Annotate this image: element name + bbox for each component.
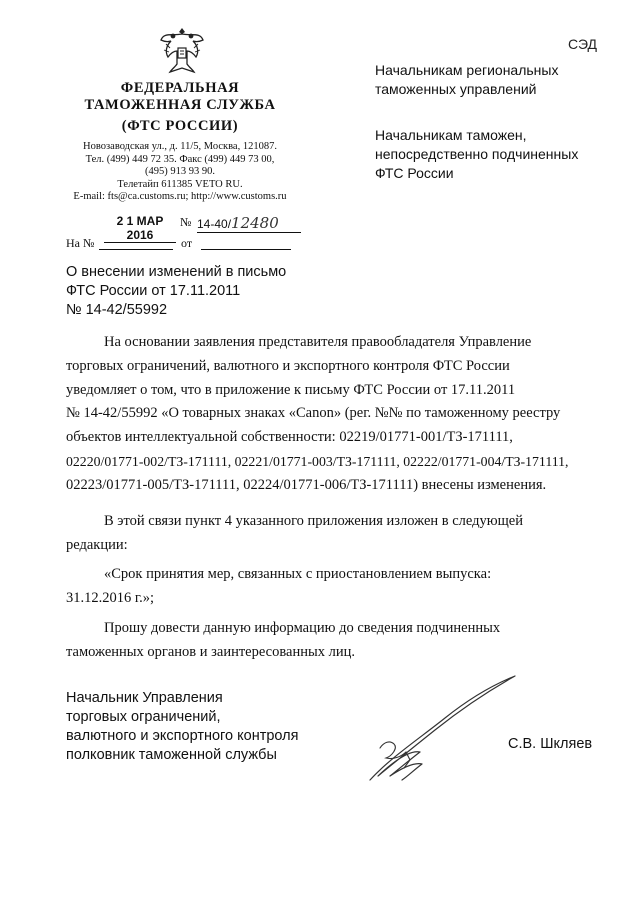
org-name-line1: ФЕДЕРАЛЬНАЯ (120, 80, 240, 96)
body-line: На основании заявления представителя правообладателя Управление (104, 334, 532, 350)
body-line: таможенных органов и заинтересованных лиц. (66, 643, 355, 660)
registration-number-label: № (180, 215, 192, 229)
body-line: В этой связи пункт 4 указанного приложения изложен в следующей (104, 513, 523, 529)
body-line: № 14-42/55992 «О товарных знаках «Canon» (рег. №№ по таможенному реестру (66, 405, 561, 422)
handwritten-signature (350, 668, 520, 788)
phone-line: Тел. (499) 449 72 35. Факс (499) 449 73 00, (85, 153, 275, 165)
registration-number-handwritten: 12480 (231, 214, 279, 232)
body-line: 02223/01771-005/ТЗ-171111, 02224/01771-006/ТЗ-171111) внесены изменения. (66, 476, 547, 493)
position-line: торговых ограничений, (66, 709, 221, 725)
registration-number-printed: 14-40/ (197, 217, 232, 231)
reference-number-line (99, 249, 173, 250)
registration-number (197, 214, 301, 233)
address-line: Новозаводская ул., д. 11/5, Москва, 121087. (83, 141, 277, 152)
position-line: Начальник Управления (66, 690, 223, 706)
subject-line: № 14-42/55992 (66, 302, 168, 318)
letter-subject (66, 263, 306, 320)
subject-line: О внесении изменений в письмо (66, 264, 287, 280)
body-line: торговых ограничений, валютного и экспортного контроля ФТС России (66, 357, 510, 374)
body-line: «Срок принятия мер, связанных с приостановлением выпуска: (104, 566, 492, 582)
reference-label: На № (66, 236, 95, 250)
signatory-position (66, 689, 326, 765)
sed-mark: СЭД (568, 36, 598, 52)
teletype-line: Телетайп 611385 VETO RU. (117, 178, 243, 190)
reference-date-line (201, 249, 291, 250)
body-paragraph-1 (66, 331, 593, 498)
body-line: редакции: (66, 536, 128, 553)
coat-of-arms-emblem (158, 24, 206, 76)
reference-date-label: от (181, 236, 193, 250)
body-line: уведомляет о том, что в приложение к письму ФТС России от 17.11.2011 (66, 381, 516, 398)
signatory-name: С.В. Шкляев (508, 736, 593, 752)
subject-line: ФТС России от 17.11.2011 (66, 283, 241, 299)
addressee-regional: Начальникам региональных таможенных управлений (375, 62, 559, 97)
org-name-line2: ТАМОЖЕННАЯ СЛУЖБА (84, 97, 276, 113)
body-paragraph-3 (66, 563, 593, 611)
email-line: E-mail: fts@ca.customs.ru; http://www.customs.ru (73, 191, 287, 203)
addressee-customs: Начальникам таможен, непосредственно подчиненных ФТС России (375, 127, 579, 181)
phone-line: (495) 913 93 90. (145, 166, 215, 178)
body-paragraph-4 (66, 617, 593, 665)
body-line: объектов интеллектуальной собственности: 02219/01771-001/ТЗ-171111, (66, 429, 513, 446)
position-line: полковник таможенной службы (66, 747, 277, 763)
org-contact-block (60, 141, 300, 204)
body-line: Прошу довести данную информацию до сведения подчиненных (104, 620, 501, 636)
registration-date: 2 1 МАР 2016 (104, 214, 176, 243)
position-line: валютного и экспортного контроля (66, 728, 299, 744)
body-line: 02220/01771-002/ТЗ-171111, 02221/01771-003/ТЗ-171111, 02222/01771-004/ТЗ-171111, (66, 453, 569, 469)
body-paragraph-2 (66, 510, 593, 558)
org-abbreviation: (ФТС РОССИИ) (121, 118, 239, 134)
body-line: 31.12.2016 г.»; (66, 589, 155, 606)
